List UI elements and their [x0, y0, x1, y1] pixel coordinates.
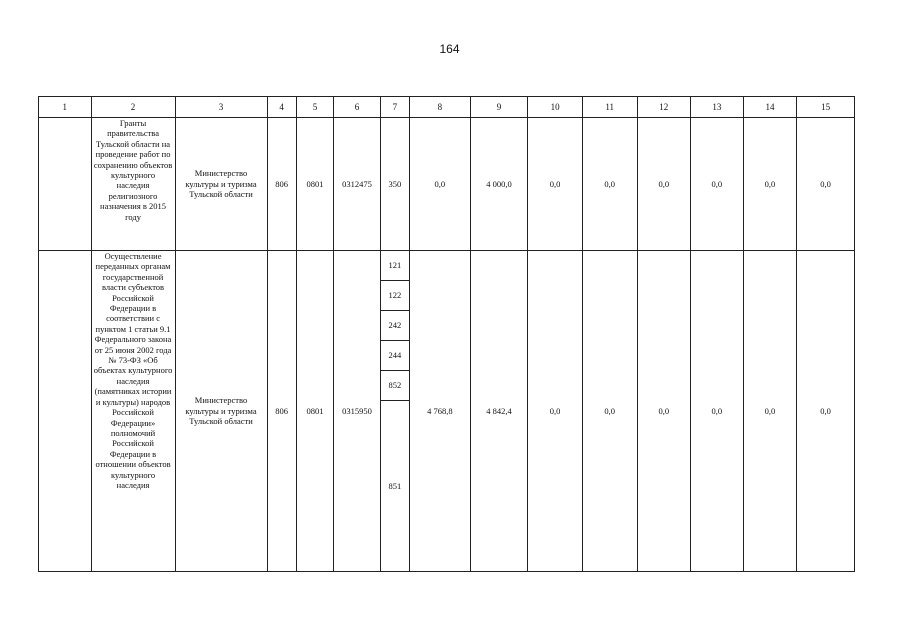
target-code-cell: 0312475 — [334, 118, 381, 251]
expense-type-subcell: 852 — [381, 371, 409, 401]
page-number: 164 — [439, 42, 460, 56]
value-cell: 0,0 — [410, 118, 471, 251]
expense-type-cell: 350 — [380, 118, 409, 251]
expense-type-cell — [380, 251, 409, 572]
column-header: 6 — [334, 97, 381, 118]
value-cell: 0,0 — [797, 118, 855, 251]
table-row — [39, 118, 855, 251]
value-cell: 0,0 — [528, 251, 583, 572]
table-header-row — [39, 97, 855, 118]
section-code-cell: 0801 — [296, 118, 333, 251]
expense-type-subcell: 121 — [381, 251, 409, 281]
value-cell: 0,0 — [743, 251, 797, 572]
column-header: 14 — [743, 97, 797, 118]
column-header: 4 — [267, 97, 296, 118]
value-cell: 0,0 — [797, 251, 855, 572]
value-cell: 0,0 — [528, 118, 583, 251]
value-cell: 0,0 — [691, 251, 744, 572]
expense-type-subcell: 244 — [381, 341, 409, 371]
expense-type-subcell: 122 — [381, 281, 409, 311]
column-header: 13 — [691, 97, 744, 118]
column-header: 11 — [582, 97, 637, 118]
column-header: 5 — [296, 97, 333, 118]
ministry-cell: Министерство культуры и туризма Тульской области — [175, 118, 267, 251]
expense-type-subcell: 242 — [381, 311, 409, 341]
expense-type-subcell: 851 — [388, 480, 402, 491]
table-row — [39, 251, 855, 572]
column-header: 12 — [637, 97, 691, 118]
expense-name-cell: Гранты правительства Тульской области на проведение работ по сохранению объектов культурного наследия религиозного назначения в 2015 году — [91, 118, 175, 251]
column-header: 1 — [39, 97, 92, 118]
value-cell: 0,0 — [582, 251, 637, 572]
value-cell: 4 768,8 — [410, 251, 471, 572]
code-cell: 806 — [267, 118, 296, 251]
value-cell: 0,0 — [691, 118, 744, 251]
column-header: 3 — [175, 97, 267, 118]
expense-name-cell: Осуществление переданных органам государственной власти субъектов Российской Федерации в соответствии с пунктом 1 статьи 9.1 Федерального закона от 25 июня 2002 года № 73-ФЗ «Об объектах культурного наследия (памятниках истории и культуры) народов Российской Федерации» полномочий Российской Федерации в отношении объектов культурного наследия — [91, 251, 175, 572]
ministry-cell: Министерство культуры и туризма Тульской области — [175, 251, 267, 572]
row-number-cell — [39, 118, 92, 251]
value-cell: 0,0 — [582, 118, 637, 251]
column-header: 8 — [410, 97, 471, 118]
target-code-cell: 0315950 — [334, 251, 381, 572]
value-cell: 0,0 — [637, 251, 691, 572]
column-header: 9 — [470, 97, 528, 118]
column-header: 7 — [380, 97, 409, 118]
value-cell: 4 842,4 — [470, 251, 528, 572]
column-header: 2 — [91, 97, 175, 118]
column-header: 15 — [797, 97, 855, 118]
value-cell: 4 000,0 — [470, 118, 528, 251]
column-header: 10 — [528, 97, 583, 118]
budget-table — [38, 96, 855, 572]
value-cell: 0,0 — [743, 118, 797, 251]
value-cell: 0,0 — [637, 118, 691, 251]
section-code-cell: 0801 — [296, 251, 333, 572]
row-number-cell — [39, 251, 92, 572]
code-cell: 806 — [267, 251, 296, 572]
